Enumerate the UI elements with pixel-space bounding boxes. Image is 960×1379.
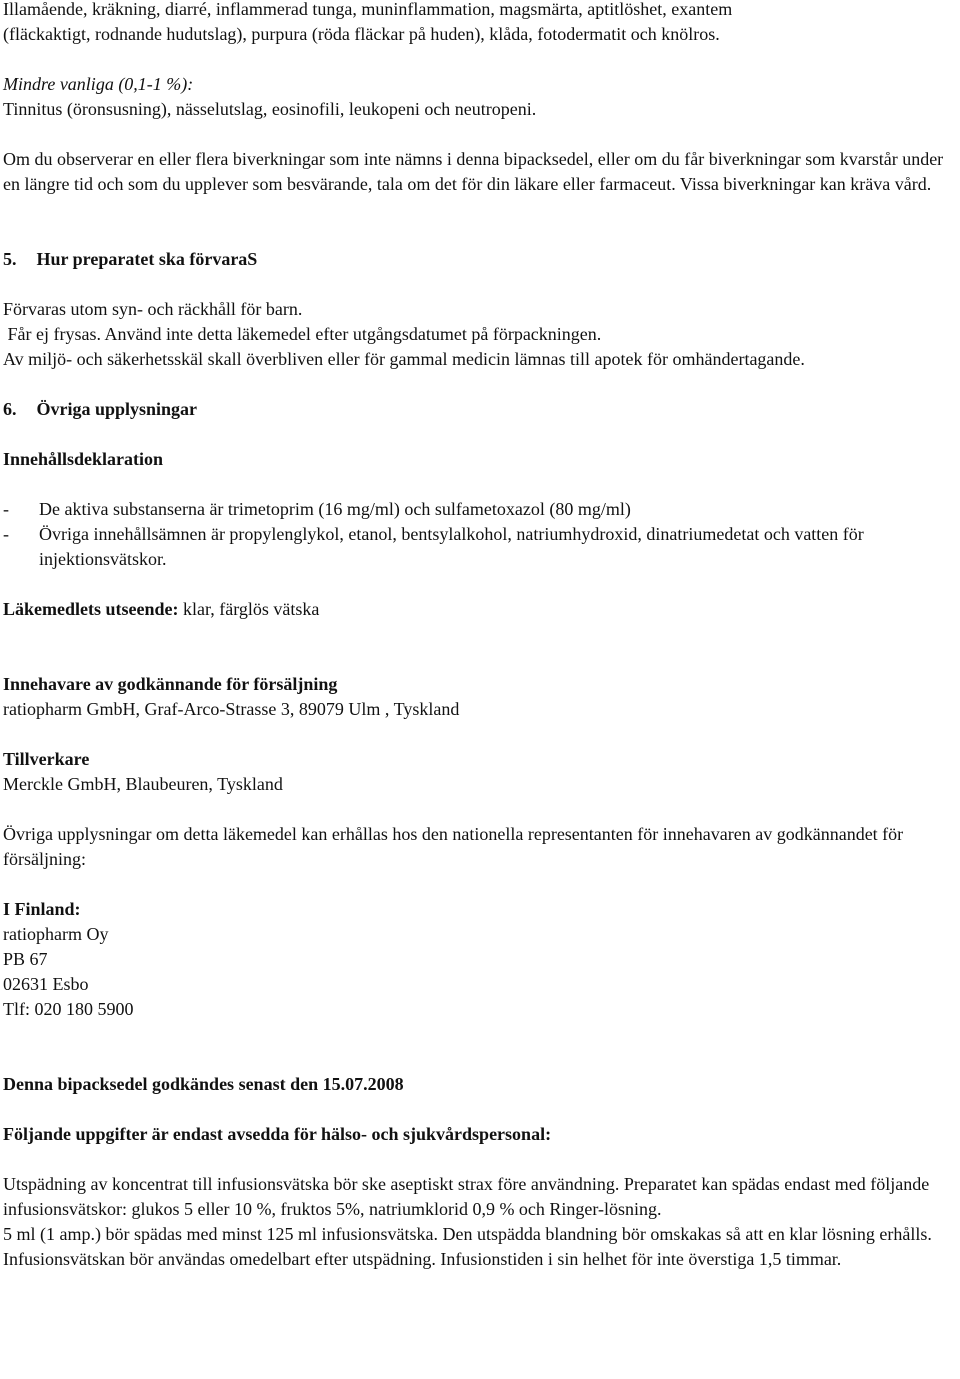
finland-heading: I Finland: xyxy=(3,899,81,919)
approval-date: Denna bipacksedel godkändes senast den 15.07.2008 xyxy=(3,1074,404,1094)
more-info-text: Övriga upplysningar om detta läkemedel kan erhållas hos den nationella representanten för innehavaren av godkännandet för försäljning: xyxy=(3,824,904,869)
contents-item-active: De aktiva substanserna är trimetoprim (16 mg/ml) och sulfametoxazol (80 mg/ml) xyxy=(39,499,631,519)
section-6-heading xyxy=(3,397,955,422)
finland-phone: Tlf: 020 180 5900 xyxy=(3,999,134,1019)
finland-city: 02631 Esbo xyxy=(3,974,89,994)
section-5-heading xyxy=(3,247,955,272)
dilution-paragraph-1: Utspädning av koncentrat till infusionsvätska bör ske aseptiskt strax före användning. Preparatet kan spädas endast med följande infusionsvätskor: glukos 5 eller 10 %, fruktos 5%, natriumklorid 0,9 % och Ringer-lösning. xyxy=(3,1174,930,1219)
less-common-heading: Mindre vanliga (0,1-1 %): xyxy=(3,74,194,94)
contents-heading: Innehållsdeklaration xyxy=(3,449,164,469)
list-item xyxy=(3,522,955,572)
list-item xyxy=(3,497,955,522)
storage-line-2: Får ej frysas. Använd inte detta läkemedel efter utgångsdatumet på förpackningen. xyxy=(3,324,602,344)
less-common-text: Tinnitus (öronsusning), nässelutslag, eosinofili, leukopeni och neutropeni. xyxy=(3,99,537,119)
dilution-paragraph-2: 5 ml (1 amp.) bör spädas med minst 125 ml infusionsvätska. Den utspädda blandning bör omskakas så att en klar lösning erhålls. Infusionsvätskan bör användas omedelbart efter utspädning. Infusionstiden i sin helhet för inte överstiga 1,5 timmar. xyxy=(3,1224,932,1269)
appearance-value: klar, färglös vätska xyxy=(178,599,320,619)
list-dash: - xyxy=(3,499,9,519)
holder-value: ratiopharm GmbH, Graf-Arco-Strasse 3, 89079 Ulm , Tyskland xyxy=(3,699,460,719)
appearance-label: Läkemedlets utseende: xyxy=(3,599,179,619)
section-6-title: Övriga upplysningar xyxy=(36,399,198,419)
storage-line-1: Förvaras utom syn- och räckhåll för barn. xyxy=(3,299,303,319)
manufacturer-heading: Tillverkare xyxy=(3,749,90,769)
finland-company: ratiopharm Oy xyxy=(3,924,109,944)
section-6-number: 6. xyxy=(3,399,17,419)
storage-line-3: Av miljö- och säkerhetsskäl skall överbliven eller för gammal medicin lämnas till apotek för omhändertagande. xyxy=(3,349,805,369)
manufacturer-value: Merckle GmbH, Blaubeuren, Tyskland xyxy=(3,774,283,794)
contents-item-other: Övriga innehållsämnen är propylenglykol, etanol, bentsylalkohol, natriumhydroxid, dinatriumedetat och vatten för injektionsvätskor. xyxy=(39,524,864,569)
report-side-effects-text: Om du observerar en eller flera biverkningar som inte nämns i denna bipacksedel, eller om du får biverkningar som kvarstår under en längre tid och som du upplever som besvärande, tala om det för din läkare eller farmaceut. Vissa biverkningar kan kräva vård. xyxy=(3,149,944,194)
leaflet-page xyxy=(3,0,955,1272)
section-5-title: Hur preparatet ska förvaraS xyxy=(36,249,258,269)
section-5-number: 5. xyxy=(3,249,17,269)
professional-heading: Följande uppgifter är endast avsedda för hälso- och sjukvårdspersonal: xyxy=(3,1124,552,1144)
side-effects-line-2: (fläckaktigt, rodnande hudutslag), purpura (röda fläckar på huden), klåda, fotodermatit och knölros. xyxy=(3,24,720,44)
list-dash: - xyxy=(3,524,9,544)
appearance-line xyxy=(3,597,955,622)
finland-box: PB 67 xyxy=(3,949,48,969)
side-effects-line-1: Illamående, kräkning, diarré, inflammerad tunga, muninflammation, magsmärta, aptitlöshet, exantem xyxy=(3,0,733,19)
holder-heading: Innehavare av godkännande för försäljning xyxy=(3,674,338,694)
